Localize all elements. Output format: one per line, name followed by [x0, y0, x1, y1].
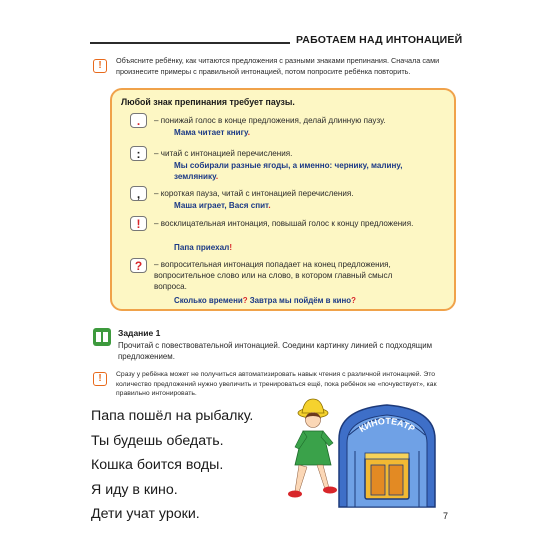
- sentence-1: Папа пошёл на рыбалку.: [91, 408, 254, 424]
- rule-question-example: Сколько времени? Завтра мы пойдём в кино?: [174, 296, 356, 305]
- rule-exclamation-text: – восклицательная интонация, повышай голос к концу предложения.: [154, 219, 414, 228]
- girl-figure: [288, 399, 337, 498]
- rule-colon-text: – читай с интонацией перечисления.: [154, 149, 293, 158]
- task-title: Задание 1: [118, 328, 161, 338]
- comma-mark-icon: ,: [130, 186, 147, 201]
- page-header-title: РАБОТАЕМ НАД ИНТОНАЦИЕЙ: [296, 34, 463, 46]
- rule-comma-example: Маша играет, Вася спит.: [174, 201, 271, 210]
- parent-note-text: Сразу у ребёнка может не получиться автоматизировать навык чтения с различной интонацией. Это количество предложений нужно увеличить и тренироваться ещё, пока ребёнок не «почувствует», как правильно интонировать.: [116, 371, 437, 397]
- page-number: 7: [443, 511, 449, 521]
- cinema-building: [339, 405, 435, 507]
- rules-card-title: Любой знак препинания требует паузы.: [121, 97, 295, 107]
- exclamation-mark-icon: !: [130, 216, 147, 231]
- rule-colon-example: Мы собирали разные ягоды, а именно: чернику, малину, землянику.: [174, 161, 403, 181]
- period-mark-icon: .: [130, 113, 147, 128]
- sentence-2: Ты будешь обедать.: [91, 433, 224, 449]
- cinema-illustration: [255, 395, 455, 510]
- exclamation-icon: !: [93, 372, 107, 386]
- question-mark-icon: ?: [130, 258, 147, 273]
- sentence-5: Дети учат уроки.: [91, 506, 200, 522]
- exclamation-icon: !: [93, 59, 107, 73]
- rule-exclamation-example: Папа приехал!: [174, 243, 233, 252]
- rule-question-text: – вопросительная интонация попадает на конец предложения, вопросительное слово или на слово, в котором главный смысл вопроса.: [154, 260, 393, 291]
- colon-mark-icon: :: [130, 146, 147, 161]
- sentence-3: Кошка боится воды.: [91, 457, 224, 473]
- sentence-4: Я иду в кино.: [91, 482, 178, 498]
- book-icon: [93, 328, 111, 346]
- rule-period-example: Мама читает книгу.: [174, 128, 251, 137]
- header-rule: [90, 42, 290, 44]
- intro-text: Объясните ребёнку, как читаются предложения с разными знаками препинания. Сначала сами произнесите примеры с правильной интонацией, потом попросите ребёнка повторить.: [116, 56, 440, 76]
- rule-period-text: – понижай голос в конце предложения, делай длинную паузу.: [154, 116, 386, 125]
- task-text: Прочитай с повествовательной интонацией. Соедини картинку линией с подходящим предложением.: [118, 341, 433, 361]
- rule-comma-text: – короткая пауза, читай с интонацией перечисления.: [154, 189, 354, 198]
- cinema-sign: КИНОТЕАТР: [357, 415, 417, 435]
